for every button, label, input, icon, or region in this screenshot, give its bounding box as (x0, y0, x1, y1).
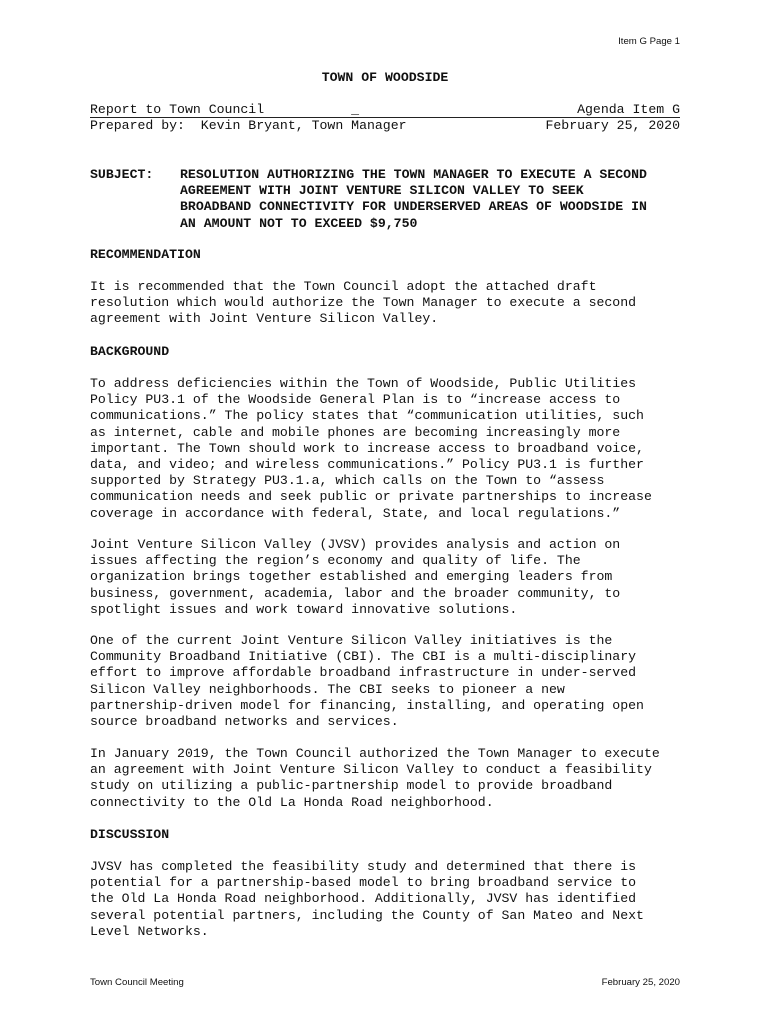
prepared-by-row (90, 118, 680, 134)
agenda-item-label: Agenda Item G (577, 102, 680, 117)
page-number-header: Item G Page 1 (618, 36, 680, 47)
background-paragraph: In January 2019, the Town Council authorized the Town Manager to execute an agreement with Joint Venture Silicon Valley to conduct a feasibility study on utilizing a public-partnership model to provide broadband connectivity to the Old La Honda Road neighborhood. (90, 746, 660, 810)
prepared-by-label: Prepared by: Kevin Bryant, Town Manager (90, 118, 407, 133)
discussion-paragraph: JVSV has completed the feasibility study and determined that there is potential for a partnership-based model to bring broadband service to the Old La Honda Road neighborhood. Additionally, JVSV has identified several potential partners, including the County of San Mateo and Next Level Networks. (90, 859, 644, 939)
footer-meeting-label: Town Council Meeting (90, 977, 184, 988)
background-paragraph: To address deficiencies within the Town of Woodside, Public Utilities Policy PU3.1 of the Woodside General Plan is to “increase access to communications.” The policy states that “communication utilities, such as internet, cable and mobile phones are becoming increasingly more important. The Town should work to increase access to broadband voice, data, and video; and wireless communications.” Policy PU3.1 is further supported by Strategy PU3.1.a, which calls on the Town to “assess communication needs and seek public or private partnerships to increase coverage in accordance with federal, State, and local regulations.” (90, 376, 652, 521)
background-paragraph: Joint Venture Silicon Valley (JVSV) provides analysis and action on issues affecting the region’s economy and quality of life. The organization brings together established and emerging leaders from business, government, academia, labor and the broader community, to spotlight issues and work toward innovative solutions. (90, 537, 621, 617)
report-header-row (90, 102, 680, 118)
recommendation-paragraph: It is recommended that the Town Council adopt the attached draft resolution which would authorize the Town Manager to execute a second agreement with Joint Venture Silicon Valley. (90, 279, 637, 327)
section-heading-recommendation: RECOMMENDATION (90, 247, 201, 262)
section-heading-background: BACKGROUND (90, 344, 170, 359)
subject-text: RESOLUTION AUTHORIZING THE TOWN MANAGER TO EXECUTE A SECOND AGREEMENT WITH JOINT VENTURE SILICON VALLEY TO SEEK BROADBAND CONNECTIVITY FOR UNDERSERVED AREAS OF WOODSIDE IN AN AMOUNT NOT TO EXCEED $9,750 (180, 167, 647, 231)
subject-label: SUBJECT: (90, 167, 154, 182)
report-date: February 25, 2020 (545, 118, 680, 133)
report-to-label: Report to Town Council _ (90, 102, 360, 117)
footer-date: February 25, 2020 (601, 977, 680, 988)
document-title: TOWN OF WOODSIDE (321, 70, 449, 85)
section-heading-discussion: DISCUSSION (90, 827, 170, 842)
background-paragraph: One of the current Joint Venture Silicon Valley initiatives is the Community Broadband Initiative (CBI). The CBI is a multi-disciplinary effort to improve affordable broadband infrastructure in under-served Silicon Valley neighborhoods. The CBI seeks to pioneer a new partnership-driven model for financing, installing, and operating open source broadband networks and services. (90, 633, 644, 730)
